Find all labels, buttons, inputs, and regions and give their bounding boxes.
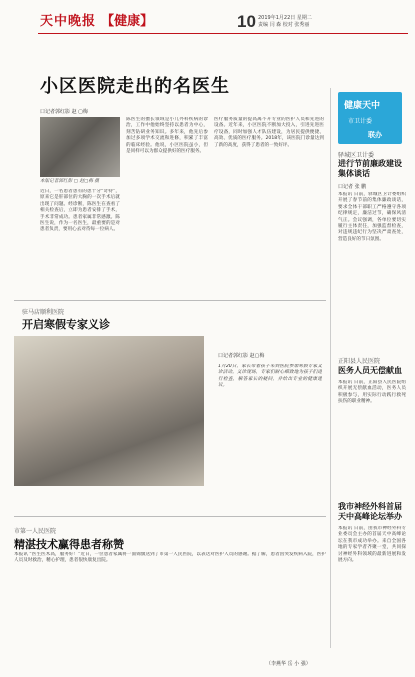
main-byline: 口记者郭红影 赵 ▢梅 (40, 109, 88, 115)
main-column-3: 医疗服务质量的提高离不开专业的医护人员和先进的设备。近年来，小区医院不断加大投入，引进先进医疗设备，同时加强人才队伍建设，为居民提供便捷、高效、优质的医疗服务。2018年，该医院门诊量达到了新的高度，获得了患者的一致好评。 (214, 117, 324, 148)
story2-kicker: 正阳县人民医院 (338, 358, 381, 365)
middle-text: 1月20日，家长带着孩子来到医院参加寒假专家义诊活动。义诊现场，专家们耐心细致地为孩子们进行检查，解答家长的疑问，并给出专业的健康建议。 (218, 364, 322, 389)
doctor-photo (40, 117, 120, 177)
editor-line: 责编 闫 森 校对 张秀丽 (258, 22, 310, 28)
story1-byline: 口记者 张 鹏 (338, 184, 367, 190)
health-box-sub: 市卫计委 (348, 118, 373, 125)
bottom-text: 本报讯 “医生医术高，服务好！”近日，一位患者家属将一面锦旗送到了市第一人民医院，以表达对医护人员的感谢。据了解，患者因突发疾病入院，医护人员及时救治，精心护理，患者很快康复出院。 (14, 552, 326, 564)
story1-kicker: 驿城区卫计委 (338, 152, 375, 159)
bottom-headline: 精湛技术赢得患者称赞 (14, 538, 124, 551)
bottom-kicker: 市第一人民医院 (14, 528, 57, 535)
story1-text: 本报讯 日前，驿城区卫计委组织开展了春节前的集体廉政谈话，要求全体干部职工严格遵守各项纪律规定，廉洁过节，确保风清气正。会议强调，各单位要切实履行主体责任，加强监督检查，对违规违纪行为坚决严肃查处，营造良好的节日氛围。 (338, 192, 406, 242)
health-box-tag: 联办 (368, 131, 382, 139)
middle-headline: 开启寒假专家义诊 (22, 318, 110, 331)
masthead (40, 10, 240, 30)
middle-kicker: 驻马店顺利医院 (22, 309, 65, 316)
main-column-1: 近日，一名患者患有的患十分“奇特”，原来它是肝部位的大胸的一次手术后就出现了问题。经诊断，陈医生在查看了相关检查后，立即为患者安排了手术，手术非常成功。患者家属非常感激。陈医生说，作为一名医生，最重要的是对患者负责，要用心去对待每一位病人。 (40, 189, 120, 233)
main-column-2: 陈医生的擅长领域是小儿外科疾病的诊治，工作中他始终坚持以患者为中心，刻苦钻研业务知识。多年来，他先后参加过多项学术交流和进修，积累了丰富的临床经验。他说，小区医院虽小，但是同样可以为群众提供好的医疗服务。 (126, 117, 208, 155)
bottom-rule (14, 516, 326, 517)
photo-caption: 本版记者郭红影 ▢ 赵▢梅 摄 (40, 179, 99, 184)
newspaper-brand: 天中晚报 (40, 14, 97, 29)
middle-byline: 口记者郭红影 赵▢梅 (218, 353, 265, 359)
story3-text: 本报讯 日前，由我市神经外科专业委员会主办的首届天中高峰论坛在我市成功举办。来自全国各地的专家学者齐聚一堂，共同探讨神经外科领域的最新进展和发展方向。 (338, 526, 406, 564)
sidebar-divider (330, 88, 331, 648)
story2-headline: 医务人员无偿献血 (338, 366, 402, 375)
masthead-rule (38, 33, 408, 34)
health-box-title: 健康天中 (344, 101, 381, 111)
page-number: 10 (237, 12, 256, 31)
story1-headline: 进行节前廉政建设集体谈话 (338, 159, 402, 178)
main-headline: 小区医院走出的名医生 (40, 76, 230, 97)
health-box (338, 92, 402, 144)
dateline (258, 15, 312, 29)
section-name: 【健康】 (101, 14, 154, 29)
clinic-photo (14, 336, 204, 486)
bottom-credit: （李燕华 岳 小 强） (266, 661, 311, 667)
middle-rule (14, 300, 326, 301)
story3-headline: 我市神经外科首届天中高峰论坛举办 (338, 502, 402, 521)
story2-text: 本报讯 日前，正阳县人民医院组织开展无偿献血活动，医务人员积极参与，用实际行动践行救死扶伤的职业精神。 (338, 380, 406, 405)
issue-date: 2019年1月22日 星期二 (258, 15, 312, 21)
